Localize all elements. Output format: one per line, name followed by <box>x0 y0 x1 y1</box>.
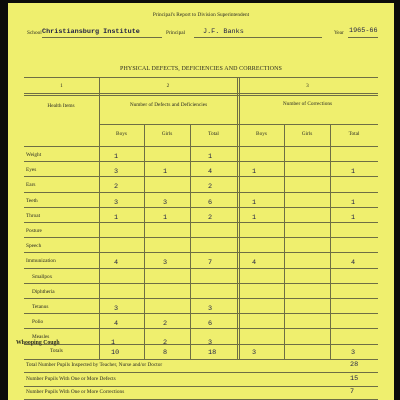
cell-c-boys: 1 <box>252 168 257 177</box>
row-label: Eyes <box>26 167 37 174</box>
cell-d-girls: 1 <box>163 168 168 177</box>
cell-c-total: 1 <box>351 198 356 207</box>
school-value: Christiansburg Institute <box>42 28 140 36</box>
cell-d-total: 2 <box>208 213 213 222</box>
cell-d-boys: 3 <box>114 168 119 177</box>
row-label: Posture <box>26 228 42 234</box>
summary-value: 28 <box>350 361 359 369</box>
summary-label: Number Pupils With One or More Corrections <box>26 389 125 395</box>
cell-d-girls: 1 <box>163 213 168 222</box>
summary-label: Number Pupils With One or More Defects <box>26 375 116 382</box>
cell-d-boys: 1 <box>114 153 119 161</box>
section-title: PHYSICAL DEFECTS, DEFICIENCIES AND CORRECTIONS <box>120 66 282 72</box>
row-label: Teeth <box>26 197 38 204</box>
sub-defect-total: Total <box>208 131 219 137</box>
row-label: Measles <box>32 334 50 341</box>
cell-d-boys: 2 <box>114 183 119 192</box>
totals-defect-girls: 8 <box>163 349 168 357</box>
principal-label: Principal <box>166 30 186 36</box>
row-label: Speech <box>26 243 42 250</box>
col3-number: 3 <box>306 83 309 89</box>
cell-c-boys: 4 <box>252 259 257 268</box>
row-label: Polio <box>32 319 44 326</box>
totals-defect-total: 18 <box>208 349 217 357</box>
cell-c-total: 1 <box>351 213 356 222</box>
row-label: Diphtheria <box>32 288 55 295</box>
whooping-defect-girls: 2 <box>163 339 168 347</box>
totals-corr-total: 3 <box>351 349 356 357</box>
cell-c-total: 1 <box>351 168 356 177</box>
year-value: 1965-66 <box>349 27 378 35</box>
summary-label: Total Number Pupils Inspected by Teacher, Nurse and/or Doctor <box>26 362 163 368</box>
col1-title <box>39 102 83 110</box>
cell-d-total: 6 <box>208 198 213 207</box>
col2-title <box>126 101 211 109</box>
summary-value: 15 <box>350 374 359 383</box>
col1-number: 1 <box>60 83 63 89</box>
sub-corr-total: Total <box>348 131 360 137</box>
sub-defect-boys: Boys <box>116 131 127 137</box>
cell-d-girls: 3 <box>163 259 168 268</box>
sub-corr-girls: Girls <box>301 131 313 137</box>
cell-d-total: 4 <box>208 168 213 177</box>
cell-d-girls: 2 <box>163 320 168 329</box>
cell-d-total: 3 <box>208 305 213 313</box>
cell-d-boys: 3 <box>114 305 119 313</box>
row-label: Immunization <box>26 258 56 265</box>
defects-title: Number of Defects and Deficiencies <box>129 102 208 108</box>
row-label: Throat <box>26 212 41 219</box>
cell-d-boys: 3 <box>114 198 119 207</box>
totals-defect-boys: 10 <box>111 349 120 357</box>
sub-corr-boys: Boys <box>256 131 267 137</box>
report-sheet <box>8 3 394 400</box>
row-label: Ears <box>26 182 36 189</box>
row-label: Tetanus <box>32 304 49 310</box>
cell-d-boys: 1 <box>114 213 119 222</box>
sub-defect-girls: Girls <box>161 131 173 137</box>
report-title: Principal's Report to Division Superintendent <box>152 12 250 18</box>
whooping-label: Whooping Cough <box>16 340 60 346</box>
whooping-defect-total: 3 <box>208 339 213 347</box>
cell-d-boys: 4 <box>114 259 119 268</box>
summary-value: 7 <box>350 388 355 396</box>
cell-d-total: 7 <box>208 259 213 268</box>
cell-c-boys: 1 <box>252 213 257 222</box>
cell-c-total: 4 <box>351 259 356 268</box>
col2-number: 2 <box>166 83 170 89</box>
cell-d-total: 6 <box>208 320 213 329</box>
cell-d-girls: 3 <box>163 198 168 207</box>
health-items-title: Health Items <box>47 103 75 109</box>
cell-c-boys: 1 <box>252 198 257 207</box>
row-label: Smallpox <box>32 273 53 280</box>
year-label: Year <box>334 30 344 36</box>
principal-value: J.F. Banks <box>203 28 244 36</box>
row-label: Weight <box>26 152 42 158</box>
cell-d-boys: 4 <box>114 320 119 329</box>
col3-title: Number of Corrections <box>282 101 333 107</box>
cell-d-total: 1 <box>208 153 213 161</box>
totals-label: Totals <box>50 348 63 354</box>
whooping-defect-boys: 1 <box>111 339 116 347</box>
school-label: School <box>27 30 42 36</box>
totals-corr-boys: 3 <box>252 349 257 357</box>
cell-d-total: 2 <box>208 183 213 192</box>
